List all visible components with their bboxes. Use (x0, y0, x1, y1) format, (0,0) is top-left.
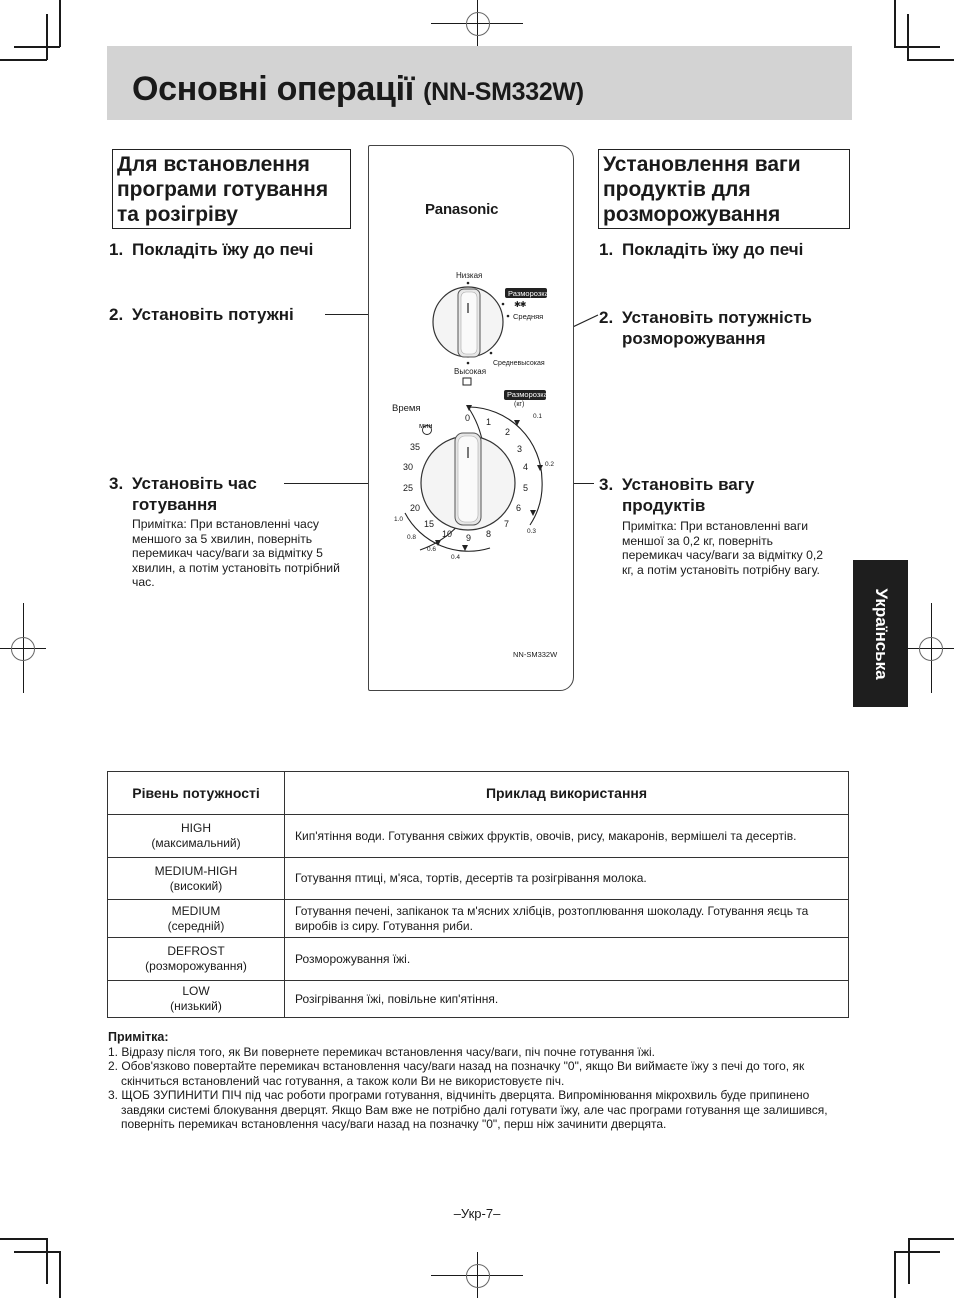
weight-mark: 0.6 (427, 546, 437, 553)
note-line: Примітка: При встановленні часу (132, 517, 320, 531)
note-item: 1. Відразу після того, як Ви повернете перемикач встановлення часу/ваги, піч почне готування їжі. (108, 1044, 655, 1059)
panel-model-label: NN-SM332W (513, 650, 558, 659)
minute-mark: 8 (486, 529, 492, 539)
note-line: перемикач часу/ваги за відмітку 0,2 (622, 548, 824, 563)
usage-cell: Кип'ятіння води. Готування свіжих фруктів, овочів, рису, макаронів, вермішелі та десертів. (285, 815, 849, 858)
weight-unit-label: (кг) (514, 401, 525, 408)
step-number: 3. (599, 475, 614, 494)
weight-mark: 0.3 (527, 528, 537, 535)
power-label-low: Низкая (456, 271, 483, 280)
note-item: 2. Обов'язково повертайте перемикач встановлення часу/ваги назад на позначку "0", якщо Ви виймаєте їжу з печі до того, як скінчиться встановлений час готування, а також коли Ви не використовуєте піч. (108, 1059, 805, 1088)
page-title (132, 70, 584, 109)
step-number: 1. (109, 240, 124, 259)
minute-mark: 35 (410, 442, 421, 452)
minute-mark: 6 (516, 503, 522, 513)
table-row (108, 900, 849, 938)
step-text: продуктів (622, 496, 706, 515)
title-main: Основні операції (132, 70, 414, 108)
level-name: DEFROST (167, 944, 225, 958)
level-name: HIGH (181, 821, 211, 835)
usage-cell: Готування печені, запіканок та м'ясних хлібців, розтоплювання шоколаду. Готування яєць та виробів із сиру. Готування риби. (285, 900, 849, 938)
note-line: час. (132, 575, 155, 590)
heading-line: програми готування (117, 178, 329, 201)
power-level-cell (108, 900, 285, 938)
heading-line: Для встановлення (117, 153, 310, 176)
step-text: Установіть потужні (132, 305, 294, 324)
weight-mark: 0.2 (545, 461, 555, 468)
brand-logo: Panasonic (425, 201, 499, 218)
left-step-3 (109, 473, 369, 515)
weight-mark: 0.1 (533, 413, 543, 420)
minute-mark: 1 (486, 417, 492, 427)
power-level-cell (108, 981, 285, 1018)
right-step-1 (599, 239, 803, 260)
time-label: Время (392, 403, 421, 414)
level-name-ua: (високий) (169, 878, 223, 893)
level-name-ua: (середній) (167, 918, 225, 933)
column-header-usage: Приклад використання (285, 772, 849, 815)
minute-mark: 2 (505, 427, 511, 437)
minute-mark: 20 (410, 503, 421, 513)
minute-mark: 7 (504, 519, 510, 529)
notes-section (108, 1030, 850, 1132)
left-step-2 (109, 304, 294, 325)
note-line: кг, а потім установіть потрібну вагу. (622, 562, 820, 577)
minute-mark: 0 (465, 413, 471, 423)
power-level-cell (108, 815, 285, 858)
table-row (108, 938, 849, 981)
heading-line: та розігріву (117, 203, 238, 226)
left-step-3-note (132, 517, 367, 590)
weight-mark: 0.4 (451, 554, 461, 561)
right-step-3 (599, 474, 859, 516)
notes-list (108, 1045, 850, 1132)
level-name-ua: (розморожування) (145, 959, 247, 973)
note-line: хвилин, а потім установіть потрібний (132, 560, 340, 575)
step-number: 2. (599, 308, 614, 327)
power-level-cell (108, 858, 285, 900)
note-item: 3. ЩОБ ЗУПИНИТИ ПІЧ під час роботи програми готування, відчиніть дверцята. Випромінювання мікрохвиль буде припинено завдяки системі блокування дверцят. Якщо Вам вже не потрібно далі готувати їжу, але час програми готування ще залишився, поверніть перемикач встановлення часу/ваги назад на позначку "0", перш ніж зачинити дверцята. (108, 1088, 828, 1131)
table-row (108, 858, 849, 900)
usage-cell: Розігрівання їжі, повільне кип'ятіння. (285, 981, 849, 1018)
table-header-row (108, 772, 849, 815)
minute-mark: 10 (442, 529, 453, 539)
minutes-unit-label: мин (419, 421, 433, 430)
right-section-heading (598, 149, 850, 229)
title-model: (NN-SM332W) (423, 78, 584, 106)
usage-cell: Розморожування їжі. (285, 938, 849, 981)
weight-defrost-label: Разморозка (507, 390, 548, 399)
note-line: перемикач часу/ваги за відмітку 5 (132, 546, 323, 561)
power-level-cell (108, 938, 285, 981)
minute-mark: 15 (424, 519, 435, 529)
table-row (108, 981, 849, 1018)
defrost-snowflake-icon: ✱✱ (514, 300, 526, 309)
usage-cell: Готування птиці, м'яса, тортів, десертів та розігрівання молока. (285, 858, 849, 900)
note-line: меншого за 5 хвилин, поверніть (132, 531, 313, 546)
minute-mark: 9 (466, 533, 472, 543)
weight-mark: 0.8 (407, 534, 417, 541)
minute-mark: 3 (517, 444, 523, 454)
level-name: LOW (182, 984, 210, 998)
step-text: розморожування (622, 329, 766, 348)
step-number: 1. (599, 240, 614, 259)
step-number: 2. (109, 305, 124, 324)
step-text: Установіть вагу (622, 475, 755, 494)
minute-mark: 5 (523, 483, 529, 493)
right-step-2 (599, 307, 859, 349)
language-tab (853, 560, 908, 707)
notes-heading: Примітка: (108, 1030, 169, 1044)
level-name-ua: (максимальний) (151, 836, 241, 850)
power-label-medium: Средняя (513, 312, 544, 321)
step-number: 3. (109, 474, 124, 493)
left-section-heading (112, 149, 351, 229)
minute-mark: 25 (403, 483, 414, 493)
page-number: –Укр-7– (453, 1206, 501, 1221)
power-label-medium-high: Средневысокая (493, 360, 545, 367)
left-step-1 (109, 239, 313, 260)
right-step-3-note (622, 519, 854, 577)
note-line: Примітка: При встановленні ваги (622, 519, 809, 533)
step-text: Установіть потужність (622, 308, 812, 327)
minute-mark: 4 (523, 462, 529, 472)
minute-mark: 30 (403, 462, 414, 472)
step-text: Покладіть їжу до печі (622, 240, 804, 259)
power-level-table (107, 771, 849, 1018)
power-dial-graphic (420, 265, 560, 390)
weight-mark: 1.0 (394, 516, 404, 523)
note-line: меншої за 0,2 кг, поверніть (622, 533, 773, 548)
step-text: Установіть час (132, 474, 257, 493)
heading-line: Установлення ваги (603, 153, 801, 176)
column-header-level: Рівень потужності (108, 772, 285, 815)
table-row (108, 815, 849, 858)
power-label-defrost: Разморозка (508, 289, 549, 298)
heading-line: продуктів для (603, 178, 751, 201)
level-name: MEDIUM (171, 903, 221, 918)
power-label-high: Высокая (454, 367, 487, 376)
language-tab-label: Українська (871, 587, 891, 680)
level-name-ua: (низький) (170, 999, 222, 1013)
heading-line: розморожування (603, 203, 781, 226)
step-text: готування (132, 495, 218, 514)
level-name: MEDIUM-HIGH (154, 863, 238, 878)
step-text: Покладіть їжу до печі (132, 240, 314, 259)
